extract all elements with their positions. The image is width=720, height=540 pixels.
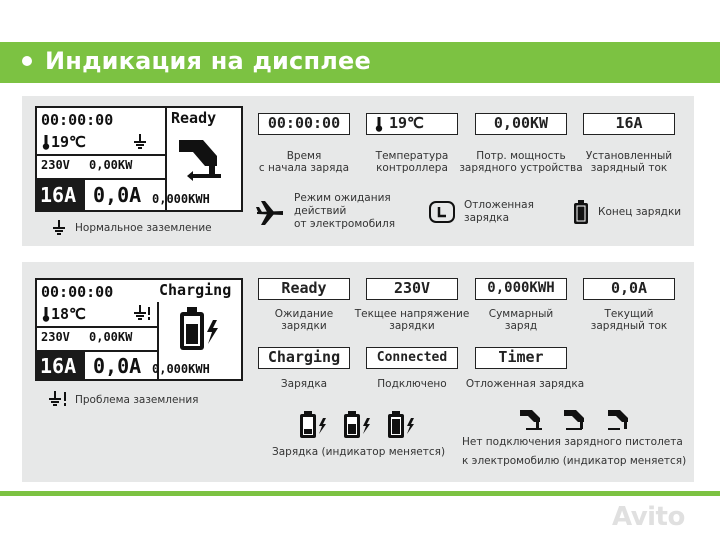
lcd-display-charging — [35, 278, 243, 381]
caption-energy: Суммарный заряд — [488, 308, 554, 332]
caption-current: Текущий зарядный ток — [590, 308, 668, 332]
lcd-status: Ready — [171, 109, 217, 127]
legend-end: Конец зарядки — [598, 206, 682, 218]
ground-icon — [133, 134, 147, 150]
thermometer-icon — [42, 134, 50, 150]
avito-watermark: Avito — [612, 502, 685, 532]
legend-no-connection: Нет подключения зарядного пистолета к электромобилю (индикатор меняется) — [462, 436, 687, 467]
airplane-icon — [255, 200, 285, 226]
value-box-power: 0,00KW — [475, 113, 567, 135]
caption-ready: Ожидание зарядки — [274, 308, 334, 332]
value-box-current: 0,0A — [583, 278, 675, 300]
charging-plug-icon — [606, 408, 634, 432]
value-box-connected: Connected — [366, 347, 458, 369]
value-box-temperature — [366, 113, 458, 135]
caption-charging: Зарядка — [280, 378, 328, 390]
battery-icon — [573, 199, 589, 225]
value-temperature: 19℃ — [389, 114, 424, 132]
value-box-set-current: 16A — [583, 113, 675, 135]
delay-l-icon — [428, 200, 456, 224]
legend-charging-indicator: Зарядка (индикатор меняется) — [272, 446, 446, 458]
lcd-voltage: 230V — [41, 158, 70, 172]
battery-charging-icon — [386, 410, 416, 440]
bullet-icon — [22, 56, 32, 66]
lcd-current: 0,0A — [93, 354, 142, 378]
header-bar — [0, 42, 720, 83]
ground-icon — [52, 220, 66, 236]
ground-fault-icon — [133, 305, 151, 323]
caption-temperature: Температура контроллера — [375, 150, 449, 174]
value-box-energy: 0,000KWH — [475, 278, 567, 300]
battery-charging-icon — [342, 410, 372, 440]
battery-charging-icon — [298, 410, 328, 440]
caption-time: Время с начала заряда — [258, 150, 350, 174]
charging-plug-icon — [562, 408, 590, 432]
panel-charging — [22, 262, 694, 482]
lcd-display-ready — [35, 106, 243, 212]
lcd-energy: 0,000KWH — [152, 362, 210, 376]
charging-plug-icon — [518, 408, 546, 432]
legend-ground-ok: Нормальное заземление — [75, 222, 212, 234]
lcd-current: 0,0A — [93, 183, 142, 207]
caption-voltage: Текщее напряжение зарядки — [354, 308, 470, 332]
lcd-power: 0,00KW — [89, 330, 133, 344]
charging-plug-icon — [173, 134, 233, 184]
lcd-temperature: 19℃ — [51, 133, 86, 151]
legend-ground-fault: Проблема заземления — [75, 394, 199, 406]
thermometer-icon — [42, 306, 50, 322]
lcd-energy: 0,000KWH — [152, 192, 210, 206]
legend-waiting: Режим ожидания действий от электромобиля — [294, 192, 396, 230]
value-box-time: 00:00:00 — [258, 113, 350, 135]
ground-fault-icon — [48, 391, 68, 409]
caption-timer: Отложенная зарядка — [465, 378, 585, 390]
lcd-time: 00:00:00 — [41, 111, 114, 129]
lcd-status: Charging — [159, 281, 232, 299]
lcd-voltage: 230V — [41, 330, 70, 344]
legend-delayed: Отложенная зарядка — [464, 199, 534, 224]
value-box-timer: Timer — [475, 347, 567, 369]
lcd-set-current: 16A — [40, 354, 77, 378]
value-box-voltage: 230V — [366, 278, 458, 300]
value-box-charging: Charging — [258, 347, 350, 369]
lcd-power: 0,00KW — [89, 158, 133, 172]
value-box-ready: Ready — [258, 278, 350, 300]
bottom-accent-line — [0, 491, 720, 496]
thermometer-icon — [375, 116, 383, 132]
caption-set-current: Установленный зарядный ток — [585, 150, 673, 174]
battery-charging-icon — [177, 306, 221, 352]
lcd-temperature: 18℃ — [51, 305, 86, 323]
panel-ready — [22, 96, 694, 246]
caption-connected: Подключено — [377, 378, 447, 390]
caption-power: Потр. мощность зарядного устройства — [459, 150, 583, 174]
lcd-time: 00:00:00 — [41, 283, 114, 301]
page-title: Индикация на дисплее — [45, 47, 371, 75]
lcd-set-current: 16A — [40, 183, 77, 207]
